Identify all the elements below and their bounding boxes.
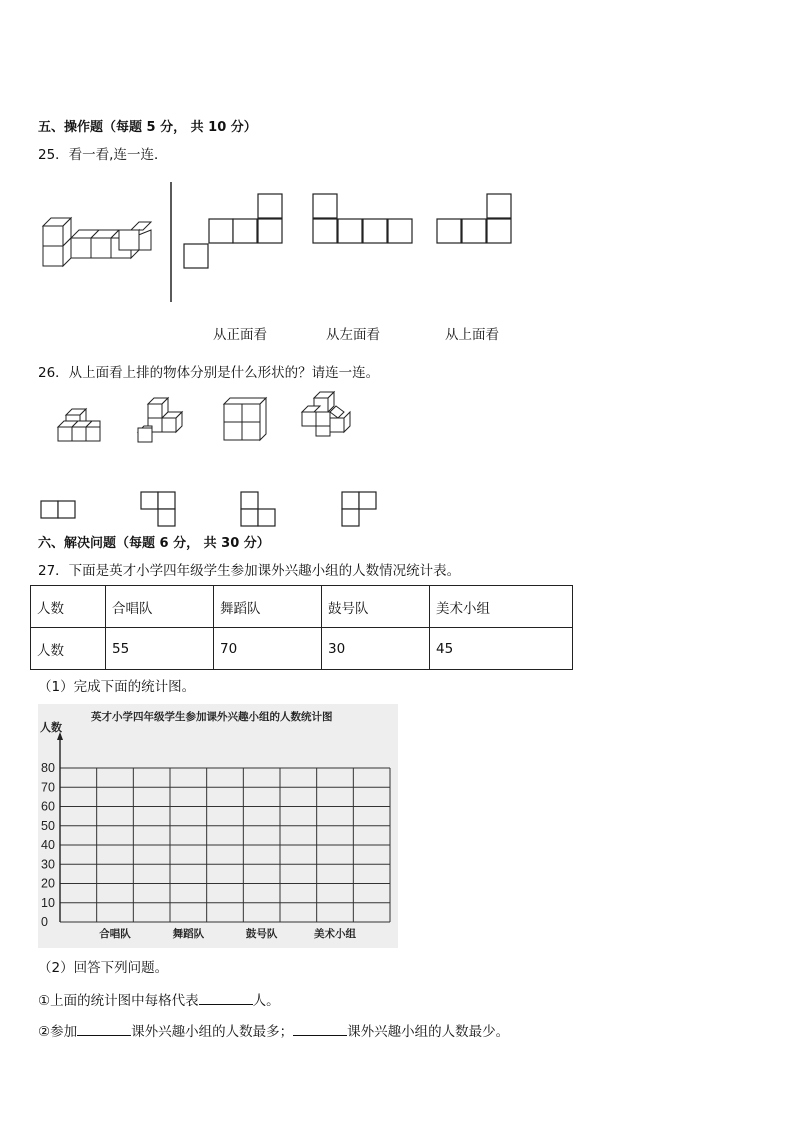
chart-title: 英才小学四年级学生参加课外兴趣小组的人数统计图 (91, 711, 333, 723)
q25-divider (168, 180, 174, 305)
table-row (31, 586, 573, 628)
table-row (31, 628, 573, 670)
chart-y-tick-label: 80 (41, 761, 55, 775)
chart-x-tick-label: 舞蹈队 (172, 928, 205, 940)
chart-x-tick-label: 合唱队 (99, 928, 131, 940)
cube-row-right (71, 222, 151, 258)
chart-y-tick-label: 30 (41, 857, 55, 872)
chart-y-axis-label: 人数 (40, 722, 62, 734)
table-cell: 美术小组 (430, 586, 573, 628)
table-cell: 30 (322, 628, 430, 670)
q26-shape-3 (240, 491, 276, 529)
q27-sub-1 (38, 990, 280, 1010)
answer-blank-per-grid[interactable] (199, 990, 253, 1005)
answer-blank-least[interactable] (293, 1021, 347, 1036)
label-front-view: 从正面看 (213, 327, 267, 343)
table-cell: 55 (106, 628, 214, 670)
chart-y-tick-label: 20 (41, 876, 55, 891)
label-top-view: 从上面看 (445, 327, 499, 343)
table-cell: 鼓号队 (322, 586, 430, 628)
question-27-text: 27．下面是英才小学四年级学生参加课外兴趣小组的人数情况统计表。 (38, 563, 461, 579)
q26-shape-2 (140, 491, 176, 529)
q27-sub-2 (38, 1021, 509, 1041)
answer-blank-most[interactable] (77, 1021, 131, 1036)
sub1-text-after: 人。 (252, 993, 280, 1009)
q25-view-c (436, 193, 514, 245)
q26-shape-4 (341, 491, 377, 529)
chart-y-tick-label: 50 (41, 818, 55, 833)
chart-y-tick-label: 70 (41, 780, 55, 795)
table-cell: 人数 (31, 586, 106, 628)
q26-shape-1 (40, 500, 78, 520)
q26-object-3 (220, 396, 268, 444)
chart-y-tick-label: 60 (41, 799, 55, 814)
chart-y-tick-label: 10 (41, 895, 55, 910)
question-26-text: 26．从上面看上排的物体分别是什么形状的？请连一连。 (38, 365, 380, 381)
chart-x-tick-label: 鼓号队 (245, 928, 278, 940)
q25-view-a (183, 193, 285, 271)
q25-cube-arrangement (40, 214, 155, 274)
label-left-view: 从左面看 (326, 327, 380, 343)
section-6-heading: 六、解决问题（每题 6 分， 共 30 分） (38, 536, 270, 551)
q26-object-4 (300, 390, 356, 446)
sub2-text-b: 课外兴趣小组的人数最多； (131, 1024, 294, 1040)
q25-view-b (312, 193, 414, 245)
cube-stack-left (43, 218, 71, 266)
table-cell: 人数 (31, 628, 106, 670)
question-25-text: 25．看一看,连一连． (38, 147, 168, 163)
table-cell: 舞蹈队 (214, 586, 322, 628)
sub1-text-before: ①上面的统计图中每格代表 (38, 993, 199, 1009)
stats-chart (38, 704, 398, 948)
q27-part-1: （1）完成下面的统计图。 (38, 679, 196, 695)
section-5-heading: 五、操作题（每题 5 分， 共 10 分） (38, 120, 257, 135)
stats-table (30, 585, 573, 670)
chart-y-tick-label: 40 (41, 838, 55, 852)
chart-y-tick-label: 0 (41, 915, 48, 929)
sub2-text-c: 课外兴趣小组的人数最少。 (347, 1024, 510, 1040)
chart-x-tick-label: 美术小组 (314, 928, 356, 940)
q26-object-1 (56, 405, 104, 443)
q27-part-2: （2）回答下列问题。 (38, 960, 169, 976)
table-cell: 合唱队 (106, 586, 214, 628)
table-cell: 70 (214, 628, 322, 670)
sub2-text-a: ②参加 (38, 1024, 78, 1040)
table-cell: 45 (430, 628, 573, 670)
q26-object-2 (136, 396, 188, 444)
